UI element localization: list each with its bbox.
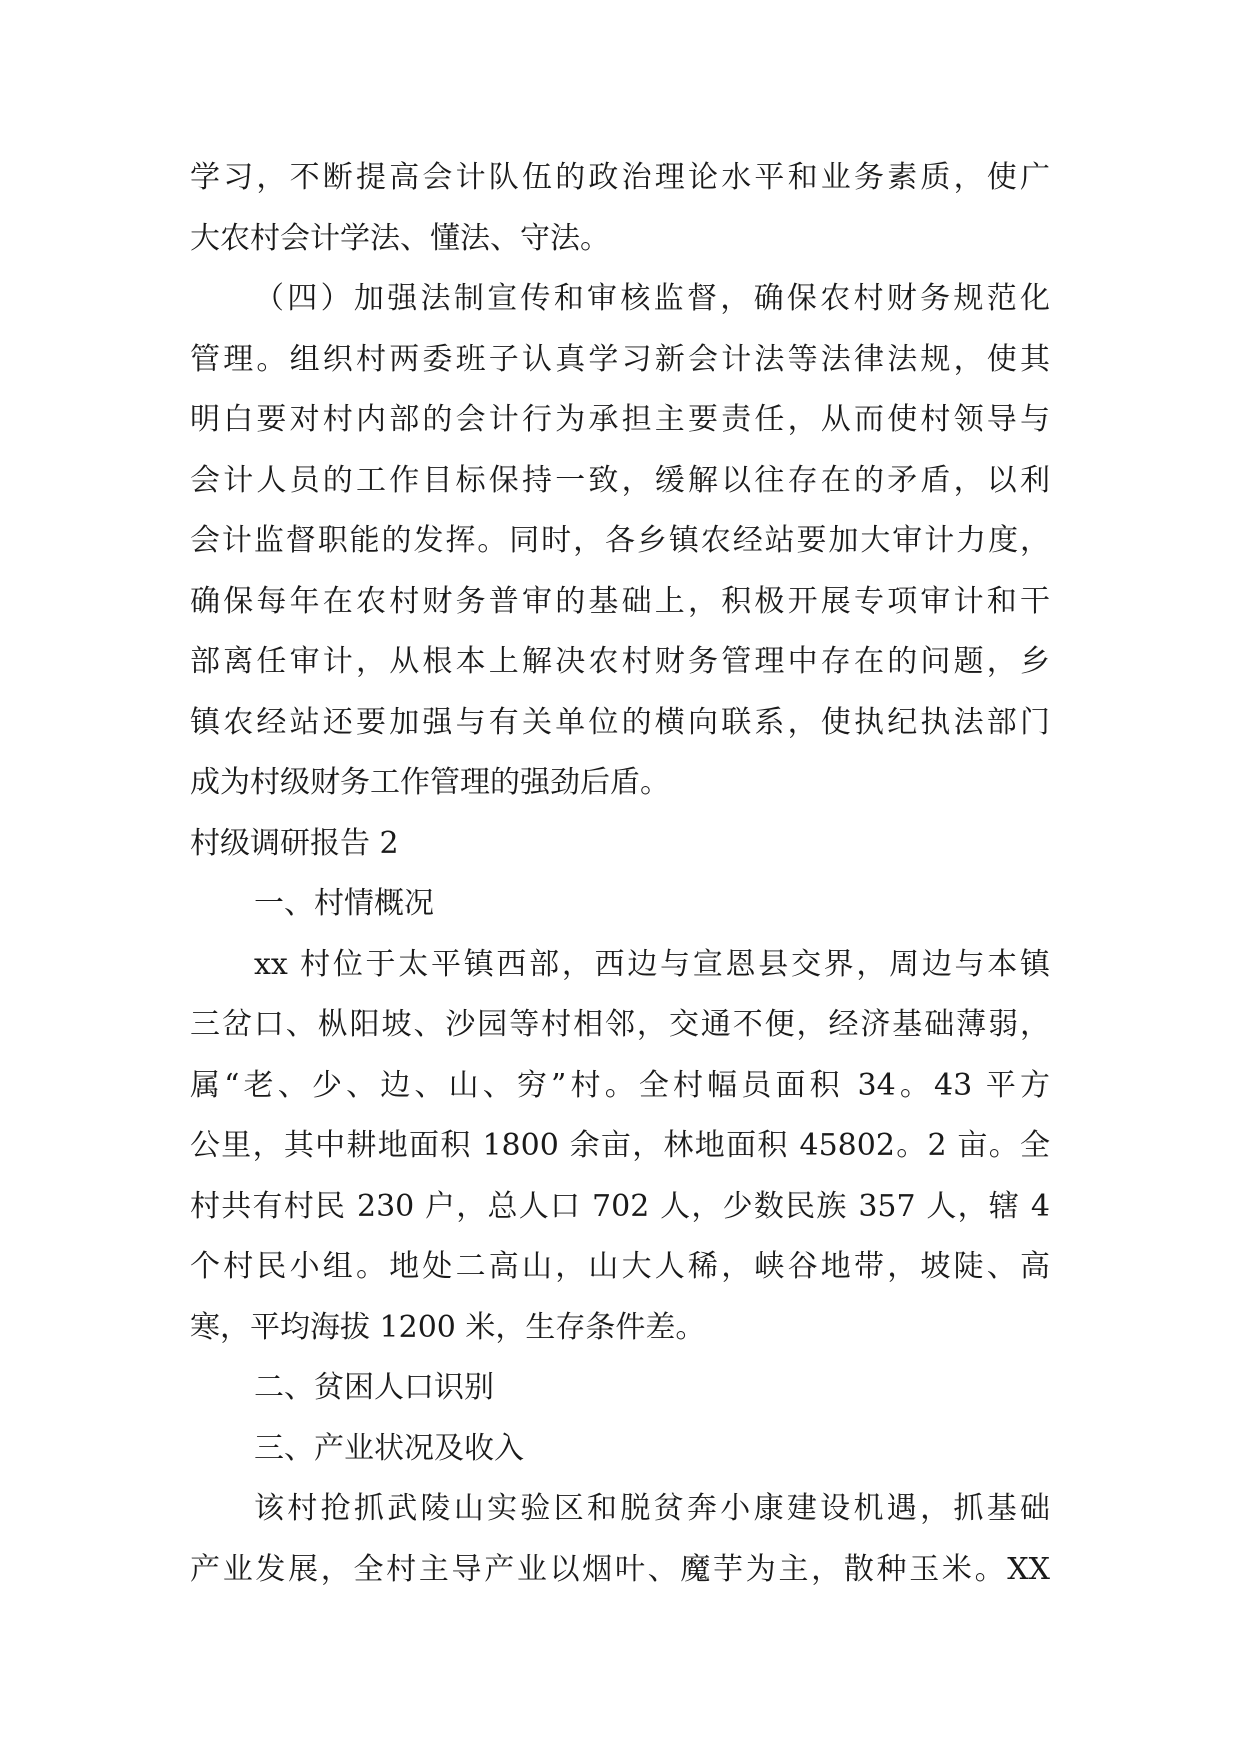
text-line: 明白要对村内部的会计行为承担主要责任，从而使村领导与 [190,402,1050,437]
text-line: 确保每年在农村财务普审的基础上，积极开展专项审计和干 [190,583,1050,619]
text-line: 寒，平均海拔 1200 米，生存条件差。 [190,1309,706,1345]
text-line: 该村抢抓武陵山实验区和脱贫奔小康建设机遇，抓基础 [254,1491,1050,1526]
text-line: xx 村位于太平镇西部，西边与宣恩县交界，周边与本镇 [254,946,1050,982]
section-heading: 村级调研报告 2 [190,825,399,861]
text-line: 管理。组织村两委班子认真学习新会计法等法律法规，使其 [190,341,1050,377]
text-line: 镇农经站还要加强与有关单位的横向联系，使执纪执法部门 [190,704,1050,740]
text-line: 公里，其中耕地面积 1800 余亩，林地面积 45802。2 亩。全 [190,1128,1050,1163]
text-line: 村共有村民 230 户，总人口 702 人，少数民族 357 人，辖 4 [190,1188,1050,1224]
subsection-heading: 二、贫困人口识别 [254,1370,494,1405]
text-line: 会计人员的工作目标保持一致，缓解以往存在的矛盾，以利 [190,462,1050,498]
text-line: （四）加强法制宣传和审核监督，确保农村财务规范化 [254,281,1050,316]
subsection-heading: 一、村情概况 [254,886,434,921]
text-line: 属“老、少、边、山、穷”村。全村幅员面积 34。43 平方 [190,1067,1050,1103]
text-line: 产业发展，全村主导产业以烟叶、魔芋为主，散种玉米。XX [190,1551,1050,1587]
text-line: 学习，不断提高会计队伍的政治理论水平和业务素质，使广 [190,160,1050,195]
text-line: 部离任审计，从根本上解决农村财务管理中存在的问题，乡 [190,644,1050,679]
text-line: 会计监督职能的发挥。同时，各乡镇农经站要加大审计力度， [190,523,1050,558]
text-line: 三岔口、枞阳坡、沙园等村相邻，交通不便，经济基础薄弱， [190,1007,1050,1042]
subsection-heading: 三、产业状况及收入 [254,1430,524,1466]
text-line: 大农村会计学法、懂法、守法。 [190,220,610,256]
text-line: 成为村级财务工作管理的强劲后盾。 [190,765,670,800]
document-body [190,148,1050,1600]
text-line: 个村民小组。地处二高山，山大人稀，峡谷地带，坡陡、高 [190,1249,1050,1284]
